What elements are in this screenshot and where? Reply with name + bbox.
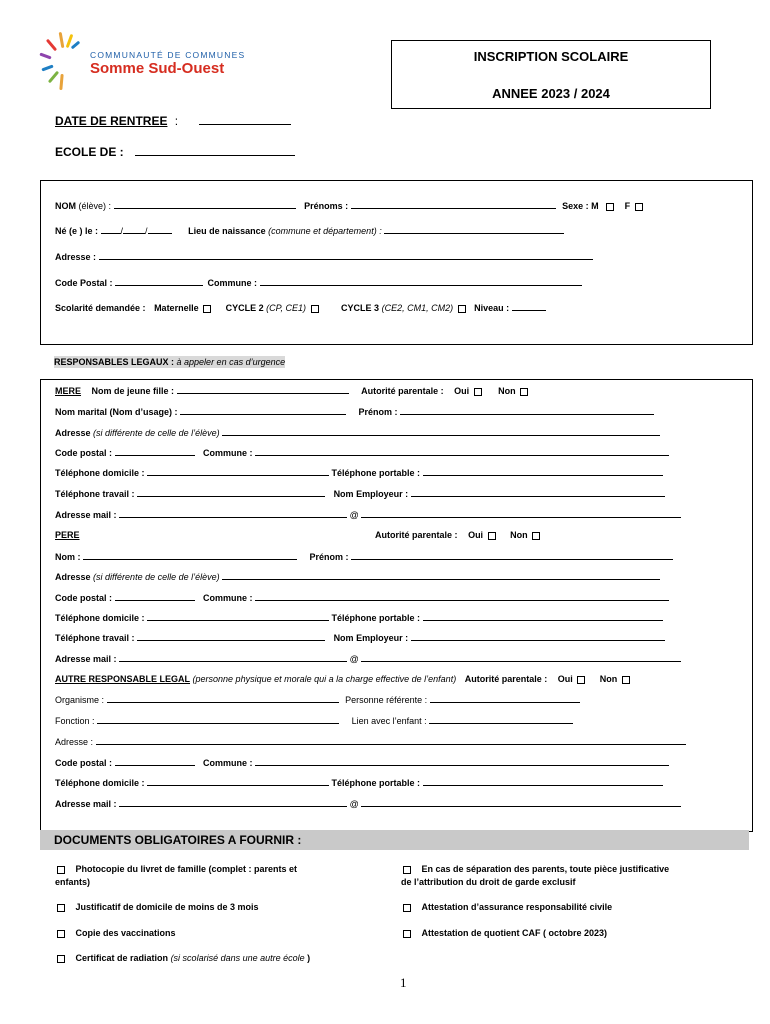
doc-separation-label: En cas de séparation des parents, toute pièce justificative (421, 864, 670, 874)
autre-adresse-label: Adresse : (55, 737, 94, 747)
autre-row1 (55, 674, 632, 684)
autre-cp-field[interactable] (115, 757, 195, 766)
cp-label: Code Postal : (55, 278, 113, 288)
pere-row3 (55, 571, 660, 582)
niveau-label: Niveau : (474, 303, 510, 313)
mere-tel-port-label: Téléphone portable : (331, 468, 421, 478)
pere-row2 (55, 551, 673, 562)
logo-sunburst-icon (38, 30, 86, 92)
pere-adresse-sub: (si différente de celle de l’élève) (93, 572, 220, 582)
nom-field[interactable] (114, 200, 296, 209)
mere-prenom-label: Prénom : (358, 407, 398, 417)
doc-radiation-label: Certificat de radiation (75, 953, 169, 963)
pere-label: PERE (55, 530, 80, 540)
pere-row1 (55, 530, 542, 540)
lieu-label: Lieu de naissance (188, 226, 266, 236)
nom-sub: (élève) : (78, 201, 112, 211)
ecole-label: ECOLE DE : (55, 145, 124, 159)
mere-cp-label: Code postal : (55, 448, 113, 458)
pere-mail-domain-field[interactable] (361, 653, 681, 662)
mere-non-label: Non (498, 386, 516, 396)
mere-adresse-sub: (si différente de celle de l’élève) (93, 428, 220, 438)
doc-caf-label: Attestation de quotient CAF ( octobre 2023) (421, 928, 608, 938)
autre-adresse-field[interactable] (96, 736, 686, 745)
mere-commune-label: Commune : (203, 448, 253, 458)
mere-employeur-label: Nom Employeur : (333, 489, 409, 499)
autre-row4 (55, 736, 686, 747)
autre-commune-field[interactable] (255, 757, 669, 766)
pere-prenom-field[interactable] (351, 551, 673, 560)
pere-non-checkbox[interactable] (532, 532, 540, 540)
logo-line2: Somme Sud-Ouest (90, 60, 225, 77)
sexe-f-checkbox[interactable] (635, 203, 643, 211)
mere-tel-trav-field[interactable] (137, 488, 325, 497)
adresse-field[interactable] (99, 251, 593, 260)
doc-separation-label-2: de l’attribution du droit de garde exclusif (401, 877, 576, 887)
pere-cp-label: Code postal : (55, 593, 113, 603)
mere-nom-marital-field[interactable] (180, 406, 346, 415)
cycle3-sub: (CE2, CM1, CM2) (381, 303, 454, 313)
pere-tel-dom-label: Téléphone domicile : (55, 613, 145, 623)
pere-commune-field[interactable] (255, 592, 669, 601)
sexe-f-label: F (624, 201, 631, 211)
autre-row5 (55, 757, 669, 768)
cp-row (55, 277, 582, 288)
ne-le-label: Né (e ) le : (55, 226, 99, 236)
ecole-field[interactable] (135, 147, 295, 156)
mere-row6 (55, 488, 665, 499)
doc-separation-checkbox[interactable] (403, 866, 411, 874)
rentree-field[interactable] (199, 116, 291, 125)
pere-tel-trav-field[interactable] (137, 632, 325, 641)
title-box (391, 40, 711, 109)
lieu-field[interactable] (384, 225, 564, 234)
mere-mail-user-field[interactable] (119, 509, 347, 518)
pere-prenom-label: Prénom : (309, 552, 349, 562)
mere-label: MERE (55, 386, 82, 396)
autre-tel-dom-label: Téléphone domicile : (55, 778, 145, 788)
autre-tel-port-label: Téléphone portable : (331, 778, 421, 788)
autre-non-label: Non (599, 674, 618, 684)
mere-row7 (55, 509, 681, 520)
autre-oui-checkbox[interactable] (577, 676, 585, 684)
scolarite-label: Scolarité demandée : (55, 303, 146, 313)
pere-adresse-field[interactable] (222, 571, 660, 580)
doc-assurance-checkbox[interactable] (403, 904, 411, 912)
autre-organisme-label: Organisme : (55, 695, 105, 705)
pere-employeur-field[interactable] (411, 632, 665, 641)
mere-nom-marital-label: Nom marital (Nom d’usage) : (55, 407, 178, 417)
mere-mail-domain-field[interactable] (361, 509, 681, 518)
pere-commune-label: Commune : (203, 593, 253, 603)
pere-tel-port-label: Téléphone portable : (331, 613, 421, 623)
cycle2-checkbox[interactable] (311, 305, 319, 313)
autre-tel-port-field[interactable] (423, 777, 663, 786)
mere-tel-port-field[interactable] (423, 467, 663, 476)
responsables-heading-sub: à appeler en cas d’urgence (176, 357, 286, 367)
sexe-label: Sexe : M (562, 201, 599, 211)
cycle2-label: CYCLE 2 (225, 303, 264, 313)
responsables-heading (54, 357, 285, 367)
mere-non-checkbox[interactable] (520, 388, 528, 396)
mere-prenom-field[interactable] (400, 406, 654, 415)
pere-oui-label: Oui (468, 530, 484, 540)
lieu-sub: (commune et département) : (268, 226, 382, 236)
pere-tel-dom-field[interactable] (147, 612, 329, 621)
doc-vaccinations-checkbox[interactable] (57, 930, 65, 938)
doc-livret (55, 864, 297, 874)
autre-row3 (55, 715, 573, 726)
doc-domicile-label: Justificatif de domicile de moins de 3 mois (75, 902, 259, 912)
autre-autorite-label: Autorité parentale : (464, 674, 548, 684)
doc-assurance (401, 902, 612, 912)
mere-tel-dom-field[interactable] (147, 467, 329, 476)
cycle3-checkbox[interactable] (458, 305, 466, 313)
autre-fonction-field[interactable] (97, 715, 339, 724)
doc-separation (401, 864, 669, 874)
mere-row2 (55, 406, 654, 417)
adresse-label: Adresse : (55, 252, 97, 262)
pere-mail-at: @ (349, 654, 359, 664)
sexe-m-checkbox[interactable] (606, 203, 614, 211)
autre-mail-domain-field[interactable] (361, 798, 681, 807)
mere-row5 (55, 467, 663, 478)
autre-row6 (55, 777, 663, 788)
rentree-label: DATE DE RENTREE (55, 114, 168, 128)
autre-personne-ref-field[interactable] (430, 694, 580, 703)
documents-header-label: DOCUMENTS OBLIGATOIRES A FOURNIR : (54, 833, 302, 847)
pere-row4 (55, 592, 669, 603)
mois-field[interactable] (123, 225, 145, 234)
doc-domicile-checkbox[interactable] (57, 904, 65, 912)
pere-nom-field[interactable] (83, 551, 297, 560)
documents-header (40, 830, 749, 850)
nom-label: NOM (55, 201, 76, 211)
rentree-colon: : (174, 114, 179, 128)
maternelle-label: Maternelle (154, 303, 199, 313)
commune-label: Commune : (207, 278, 258, 288)
prenoms-field[interactable] (351, 200, 556, 209)
prenoms-label: Prénoms : (304, 201, 349, 211)
rentree-row (55, 114, 291, 128)
autre-commune-label: Commune : (203, 758, 253, 768)
pere-autorite-label: Autorité parentale : (375, 530, 458, 540)
mere-mail-label: Adresse mail : (55, 510, 117, 520)
ecole-row (55, 145, 295, 159)
mere-cp-field[interactable] (115, 447, 195, 456)
autre-mail-label: Adresse mail : (55, 799, 117, 809)
pere-row7 (55, 653, 681, 664)
pere-nom-label: Nom : (55, 552, 81, 562)
title-line2: ANNEE 2023 / 2024 (492, 86, 610, 101)
doc-domicile (55, 902, 259, 912)
mere-adresse-field[interactable] (222, 427, 660, 436)
doc-radiation-checkbox[interactable] (57, 955, 65, 963)
mere-employeur-field[interactable] (411, 488, 665, 497)
mere-commune-field[interactable] (255, 447, 669, 456)
autre-personne-ref-label: Personne référente : (345, 695, 428, 705)
jour-field[interactable] (101, 225, 121, 234)
mere-mail-at: @ (349, 510, 359, 520)
cycle3-label: CYCLE 3 (341, 303, 380, 313)
pere-oui-checkbox[interactable] (488, 532, 496, 540)
doc-vaccinations-label: Copie des vaccinations (75, 928, 176, 938)
mere-tel-trav-label: Téléphone travail : (55, 489, 135, 499)
doc-vaccinations (55, 928, 176, 938)
scolarite-row (55, 302, 546, 313)
autre-lien-label: Lien avec l’enfant : (351, 716, 427, 726)
autre-fonction-label: Fonction : (55, 716, 95, 726)
commune-field[interactable] (260, 277, 582, 286)
pere-non-label: Non (510, 530, 528, 540)
doc-livret-checkbox[interactable] (57, 866, 65, 874)
mere-row3 (55, 427, 660, 438)
mere-nom-jeune-fille-label: Nom de jeune fille : (91, 386, 175, 396)
autre-organisme-field[interactable] (107, 694, 339, 703)
autre-lien-field[interactable] (429, 715, 573, 724)
autre-row2 (55, 694, 580, 705)
autre-label: AUTRE RESPONSABLE LEGAL (55, 674, 191, 684)
mere-oui-label: Oui (454, 386, 470, 396)
doc-radiation-sub: (si scolarisé dans une autre école (170, 953, 305, 963)
doc-radiation-close: ) (307, 953, 311, 963)
cp-field[interactable] (115, 277, 203, 286)
mere-autorite-label: Autorité parentale : (361, 386, 444, 396)
doc-livret-label: Photocopie du livret de famille (complet : parents et (75, 864, 298, 874)
nom-row (55, 200, 645, 211)
doc-caf (401, 928, 607, 938)
autre-mail-user-field[interactable] (119, 798, 347, 807)
pere-row5 (55, 612, 663, 623)
pere-adresse-label: Adresse (55, 572, 91, 582)
page-number: 1 (400, 975, 407, 990)
responsables-heading-label: RESPONSABLES LEGAUX : (54, 357, 175, 367)
title-line1: INSCRIPTION SCOLAIRE (473, 49, 629, 64)
maternelle-checkbox[interactable] (203, 305, 211, 313)
mere-adresse-label: Adresse (55, 428, 91, 438)
doc-assurance-label: Attestation d’assurance responsabilité civile (421, 902, 613, 912)
niveau-field[interactable] (512, 302, 546, 311)
pere-employeur-label: Nom Employeur : (333, 633, 409, 643)
logo (36, 28, 246, 98)
autre-row7 (55, 798, 681, 809)
cycle2-sub: (CP, CE1) (266, 303, 307, 313)
autre-mail-at: @ (349, 799, 359, 809)
pere-cp-field[interactable] (115, 592, 195, 601)
doc-radiation (55, 953, 310, 963)
autre-sub: (personne physique et morale qui a la charge effective de l’enfant) (192, 674, 457, 684)
logo-line1: COMMUNAUTÉ DE COMMUNES (90, 50, 246, 60)
annee-field[interactable] (148, 225, 172, 234)
pere-tel-trav-label: Téléphone travail : (55, 633, 135, 643)
naissance-row: Né (e ) le : / / Lieu de naissance (commune et département) : (55, 225, 564, 236)
mere-nom-jeune-fille-field[interactable] (177, 385, 349, 394)
autre-oui-label: Oui (557, 674, 573, 684)
pere-mail-label: Adresse mail : (55, 654, 117, 664)
doc-livret-label-2: enfants) (55, 877, 91, 887)
pere-mail-user-field[interactable] (119, 653, 347, 662)
autre-non-checkbox[interactable] (622, 676, 630, 684)
doc-caf-checkbox[interactable] (403, 930, 411, 938)
mere-row1 (55, 385, 530, 396)
mere-oui-checkbox[interactable] (474, 388, 482, 396)
pere-row6 (55, 632, 665, 643)
adresse-row (55, 251, 593, 262)
autre-cp-label: Code postal : (55, 758, 113, 768)
pere-tel-port-field[interactable] (423, 612, 663, 621)
autre-tel-dom-field[interactable] (147, 777, 329, 786)
mere-tel-dom-label: Téléphone domicile : (55, 468, 145, 478)
mere-row4 (55, 447, 669, 458)
